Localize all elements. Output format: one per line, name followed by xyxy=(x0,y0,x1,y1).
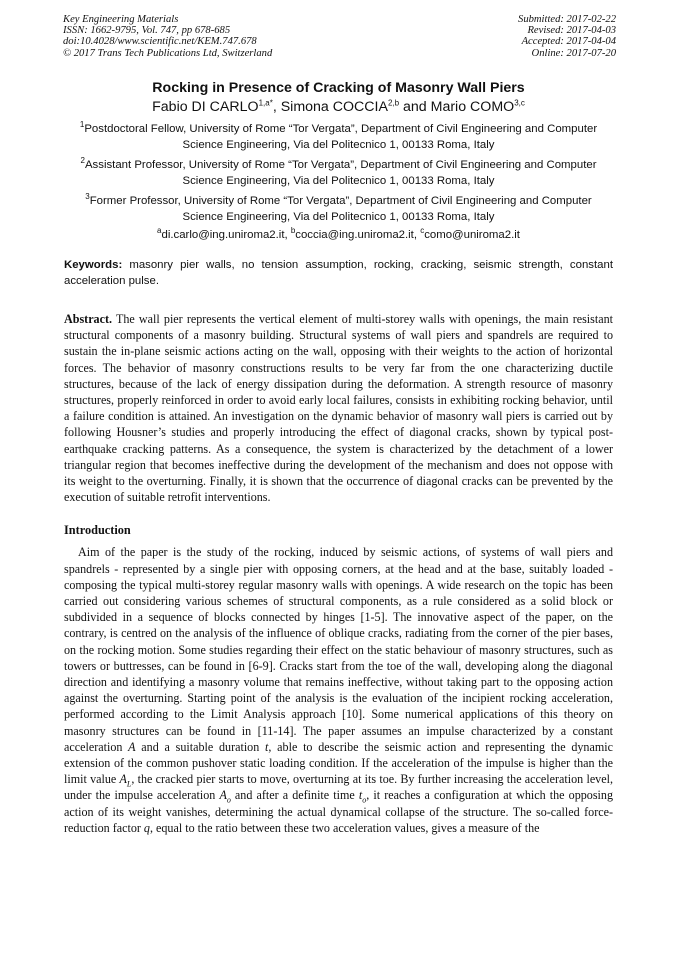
intro-symbol: t xyxy=(265,739,269,754)
journal-doi: doi:10.4028/www.scientific.net/KEM.747.678 xyxy=(63,36,257,48)
abstract xyxy=(64,311,613,505)
author-affiliation-mark: 2,b xyxy=(387,98,400,108)
affiliation-text: Assistant Professor, University of Rome “Tor Vergata”, Department of Civil Engineering and Computer Science Engineering, Via del Politecnico 1, 00133 Roma, Italy xyxy=(84,159,597,187)
keywords-label: Keywords: xyxy=(64,259,123,271)
email-mark: c xyxy=(420,226,425,236)
section-heading-introduction: Introduction xyxy=(64,523,131,538)
intro-text: , it reaches a configuration at which the opposing action of its weight vanishes, determining the actual dynamical collapse of the structure. The so-called force-reduction factor xyxy=(64,788,614,835)
introduction-paragraph xyxy=(64,544,613,836)
journal-name: Key Engineering Materials xyxy=(63,14,179,25)
intro-text: , able to describe the seismic action and representing the dynamic extension of the common pushover static loading condition. If the acceleration of the impulse is higher than the limit value xyxy=(64,739,613,787)
intro-subscript: o xyxy=(362,795,367,805)
paper-body xyxy=(64,80,613,836)
date-revised: Revised: 2017-04-03 xyxy=(527,25,616,37)
intro-symbol: t xyxy=(358,788,363,803)
email-mark: b xyxy=(290,226,296,236)
date-accepted: Accepted: 2017-04-04 xyxy=(521,36,616,48)
intro-subscript: o xyxy=(226,795,231,805)
author-name: Simona COCCIA xyxy=(280,99,388,115)
email-address: coccia@ing.uniroma2.it xyxy=(295,229,414,241)
intro-symbol: A xyxy=(128,739,136,754)
affiliation-list xyxy=(64,121,613,225)
abstract-text: The wall pier represents the vertical element of multi-storey walls with openings, the main resistant structural components of a masonry building. Structural systems of wall piers and spandrels are required to sustain the in-plane seismic actions acting on the wall, opposing with their weights to the action of horizontal forces. The behavior of masonry constructions results to be very far from the one characterizing ductile structures, because of the lack of energy dissipation during the deformation. A strength resource of masonry structures, properly reinforced in order to avoid early local failures, consists in exhibiting rocking behavior, until a failure condition is attained. An investigation on the dynamic behavior of masonry wall piers is carried out by following Housner’s studies and properly introducing the effect of diagonal cracks, shown by typical post-earthquake cracking patterns. As a consequence, the system is characterized by the detachment of a lower triangular region that becomes ineffective during the development of the mechanism and does not oppose with its weight to the overturning. Finally, it is shown that the occurrence of diagonal cracks can be prevented by the execution of suitable retrofit interventions. xyxy=(64,312,613,505)
affiliation xyxy=(64,157,613,189)
intro-symbol: A xyxy=(119,772,127,787)
author-affiliation-mark: 3,c xyxy=(514,98,525,108)
affiliation-text: Former Professor, University of Rome “Tor Vergata”, Department of Civil Engineering and Computer Science Engineering, Via del Politecnico 1, 00133 Roma, Italy xyxy=(89,195,592,223)
keywords xyxy=(64,257,613,289)
date-online: Online: 2017-07-20 xyxy=(531,47,616,59)
keywords-text: masonry pier walls, no tension assumption, rocking, cracking, seismic strength, constant acceleration pulse. xyxy=(64,259,613,287)
author-separator: , xyxy=(272,99,281,115)
intro-text: and a suitable duration xyxy=(135,739,266,754)
intro-text: Aim of the paper is the study of the rocking, induced by seismic actions, of systems of wall piers and spandrels - represented by a single pier with opposing corners, at the head and at the base, suitably loaded - composing the typical multi-storey regular masonry walls with openings. A wide research on the topic has been carried out considering various schemes of structural components, as a rule considered as a solid block or subdivided in a sequence of blocks connected by hinges [1-5]. The innovative aspect of the paper, on the contrary, is centred on the analysis of the influence of oblique cracks, radiating from the corner of the pier bases, on the rocking motion. Some studies regarding their effect on the static behaviour of masonry structures, such as towers or buttresses, can be found in [6-9]. Cracks start from the toe of the wall, developing along the diagonal direction and identifying a masonry volume that remains ineffective, without taking part to the opposing action against the overturning. Starting point of the analysis is the evaluation of the incipient rocking acceleration, performed according to the Limit Analysis approach [10]. Some numerical applications of this theory on masonry structures can be found in [11-14]. The paper assumes an impulse characterized by a constant acceleration xyxy=(64,545,613,754)
date-submitted: Submitted: 2017-02-22 xyxy=(518,14,616,25)
author-name: Fabio DI CARLO xyxy=(152,99,259,115)
journal-issn: ISSN: 1662-9795, Vol. 747, pp 678-685 xyxy=(63,25,231,37)
intro-symbol: A xyxy=(219,788,227,803)
intro-text: and after a definite time xyxy=(230,788,359,803)
abstract-label: Abstract. xyxy=(64,312,113,326)
author-separator: and xyxy=(399,99,431,115)
affiliation-number: 2 xyxy=(80,156,85,166)
intro-subscript: L xyxy=(126,779,132,789)
email-address: di.carlo@ing.uniroma2.it xyxy=(161,229,285,241)
author-list xyxy=(64,99,613,115)
affiliation-number: 1 xyxy=(79,120,85,130)
affiliation-number: 3 xyxy=(85,192,90,202)
affiliation xyxy=(64,121,613,153)
intro-symbol: q xyxy=(143,820,150,835)
journal-info xyxy=(63,14,272,59)
email-mark: a xyxy=(157,226,162,236)
email-address: como@uniroma2.it xyxy=(424,229,520,241)
intro-text: , the cracked pier starts to move, overturning at its toe. By further increasing the acceleration level, under the impulse acceleration xyxy=(64,772,613,803)
affiliation-text: Postdoctoral Fellow, University of Rome “Tor Vergata”, Department of Civil Engineering and Computer Science Engineering, Via del Politecnico 1, 00133 Roma, Italy xyxy=(84,123,598,151)
affiliation xyxy=(64,193,613,225)
email-list: $^a$di.carlo@ing.uniroma2.it, $^b$coccia@ing.uniroma2.it, $^c$como@uniroma2.it xyxy=(157,226,520,241)
intro-text: , equal to the ratio between these two acceleration values, gives a measure of the xyxy=(149,820,540,835)
journal-copyright: © 2017 Trans Tech Publications Ltd, Switzerland xyxy=(63,47,273,59)
author-name: Mario COMO xyxy=(430,99,515,115)
submission-dates xyxy=(518,14,616,59)
paper-title: Rocking in Presence of Cracking of Masonry Wall Piers xyxy=(152,80,525,96)
author-affiliation-mark: 1,a* xyxy=(258,98,273,108)
